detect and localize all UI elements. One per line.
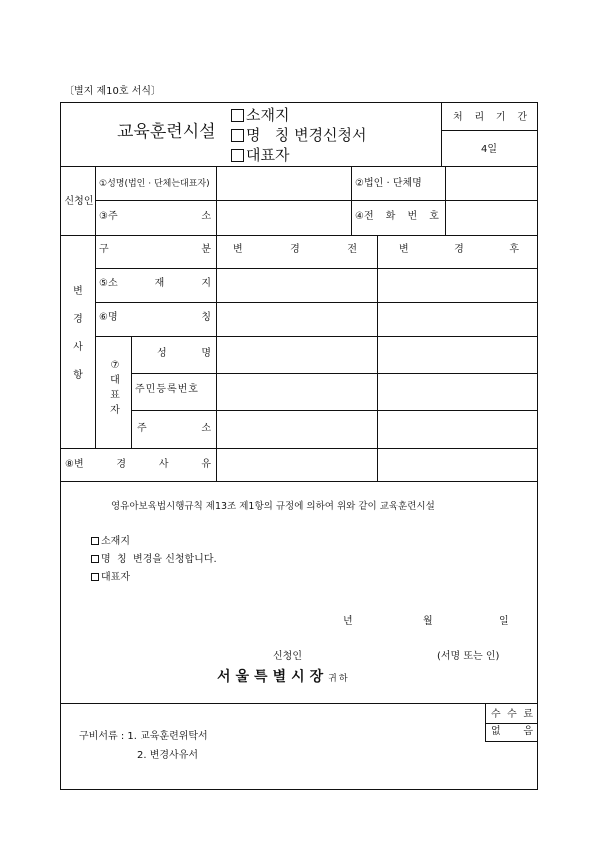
checkbox-icon[interactable] <box>91 537 99 545</box>
applicant-signature-label: 신청인 <box>273 651 302 662</box>
checkbox-icon[interactable] <box>231 109 244 122</box>
applicant-section-label: 신청인 <box>64 196 94 207</box>
name-label: ①성명(법인 · 단체는대표자) <box>99 179 210 189</box>
processing-period-label: 처 리 기 간 <box>453 112 527 123</box>
application-form <box>60 102 538 790</box>
phone-label: ④전 화 번 호 <box>355 211 439 222</box>
statement-text: 영유아보육법시행규칙 제13조 제1항의 규정에 의하여 위와 같이 교육훈련시설 <box>111 501 435 512</box>
rep-address-label: 주 소 <box>137 423 211 434</box>
required-docs <box>79 731 208 743</box>
statement-option-rep: 대표자 <box>91 572 130 584</box>
form-title: 소재지 교육훈련시설 명 칭 변경신청서 대표자 <box>117 106 367 164</box>
column-category: 구 분 <box>99 244 211 255</box>
date-month: 월 <box>423 616 433 627</box>
changes-section-label: 변 경 사 항 <box>73 286 83 381</box>
checkbox-icon[interactable] <box>91 573 99 581</box>
required-doc-2: 2. 변경사유서 <box>137 750 199 761</box>
column-before: 변 경 전 <box>233 244 357 255</box>
date-year: 년 <box>343 616 353 627</box>
checkbox-icon[interactable] <box>91 555 99 563</box>
honorific: 귀하 <box>328 674 350 684</box>
date-day: 일 <box>499 616 509 627</box>
facility-name-label: ⑥명 칭 <box>99 312 211 323</box>
change-reason-label: ⑧변 경 사 유 <box>65 459 211 470</box>
processing-period-value: 4일 <box>481 144 498 155</box>
rep-id-label: 주민등록번호 <box>135 384 199 395</box>
rep-name-label: 성 명 <box>157 348 211 359</box>
statement-option-name: 명 칭 변경을 신청합니다. <box>91 554 217 566</box>
statement-option-location: 소재지 <box>91 536 130 548</box>
address-label: ③주 소 <box>99 211 211 222</box>
checkbox-icon[interactable] <box>231 129 244 142</box>
column-after: 변 경 후 <box>399 244 519 255</box>
fee-value: 없 음 <box>491 726 533 737</box>
title-suffix: 변경신청서 <box>294 126 367 144</box>
corp-name-label: ②법인 · 단체명 <box>355 178 422 189</box>
mayor-title: 서울특별시장 <box>217 669 329 685</box>
addressee <box>217 667 350 689</box>
form-number-label: 〔별지 제10호 서식〕 <box>64 86 162 97</box>
signature-note: (서명 또는 인) <box>437 651 500 662</box>
fee-label: 수 수 료 <box>491 709 533 720</box>
checkbox-icon[interactable] <box>231 149 244 162</box>
required-doc-1: 1. 교육훈련위탁서 <box>127 731 208 742</box>
required-docs-label: 구비서류 : <box>79 731 128 742</box>
location-label: ⑤소 재 지 <box>99 278 211 289</box>
title-main: 교육훈련시설 <box>117 122 216 142</box>
representative-label: ⑦ 대 표 자 <box>110 360 120 416</box>
